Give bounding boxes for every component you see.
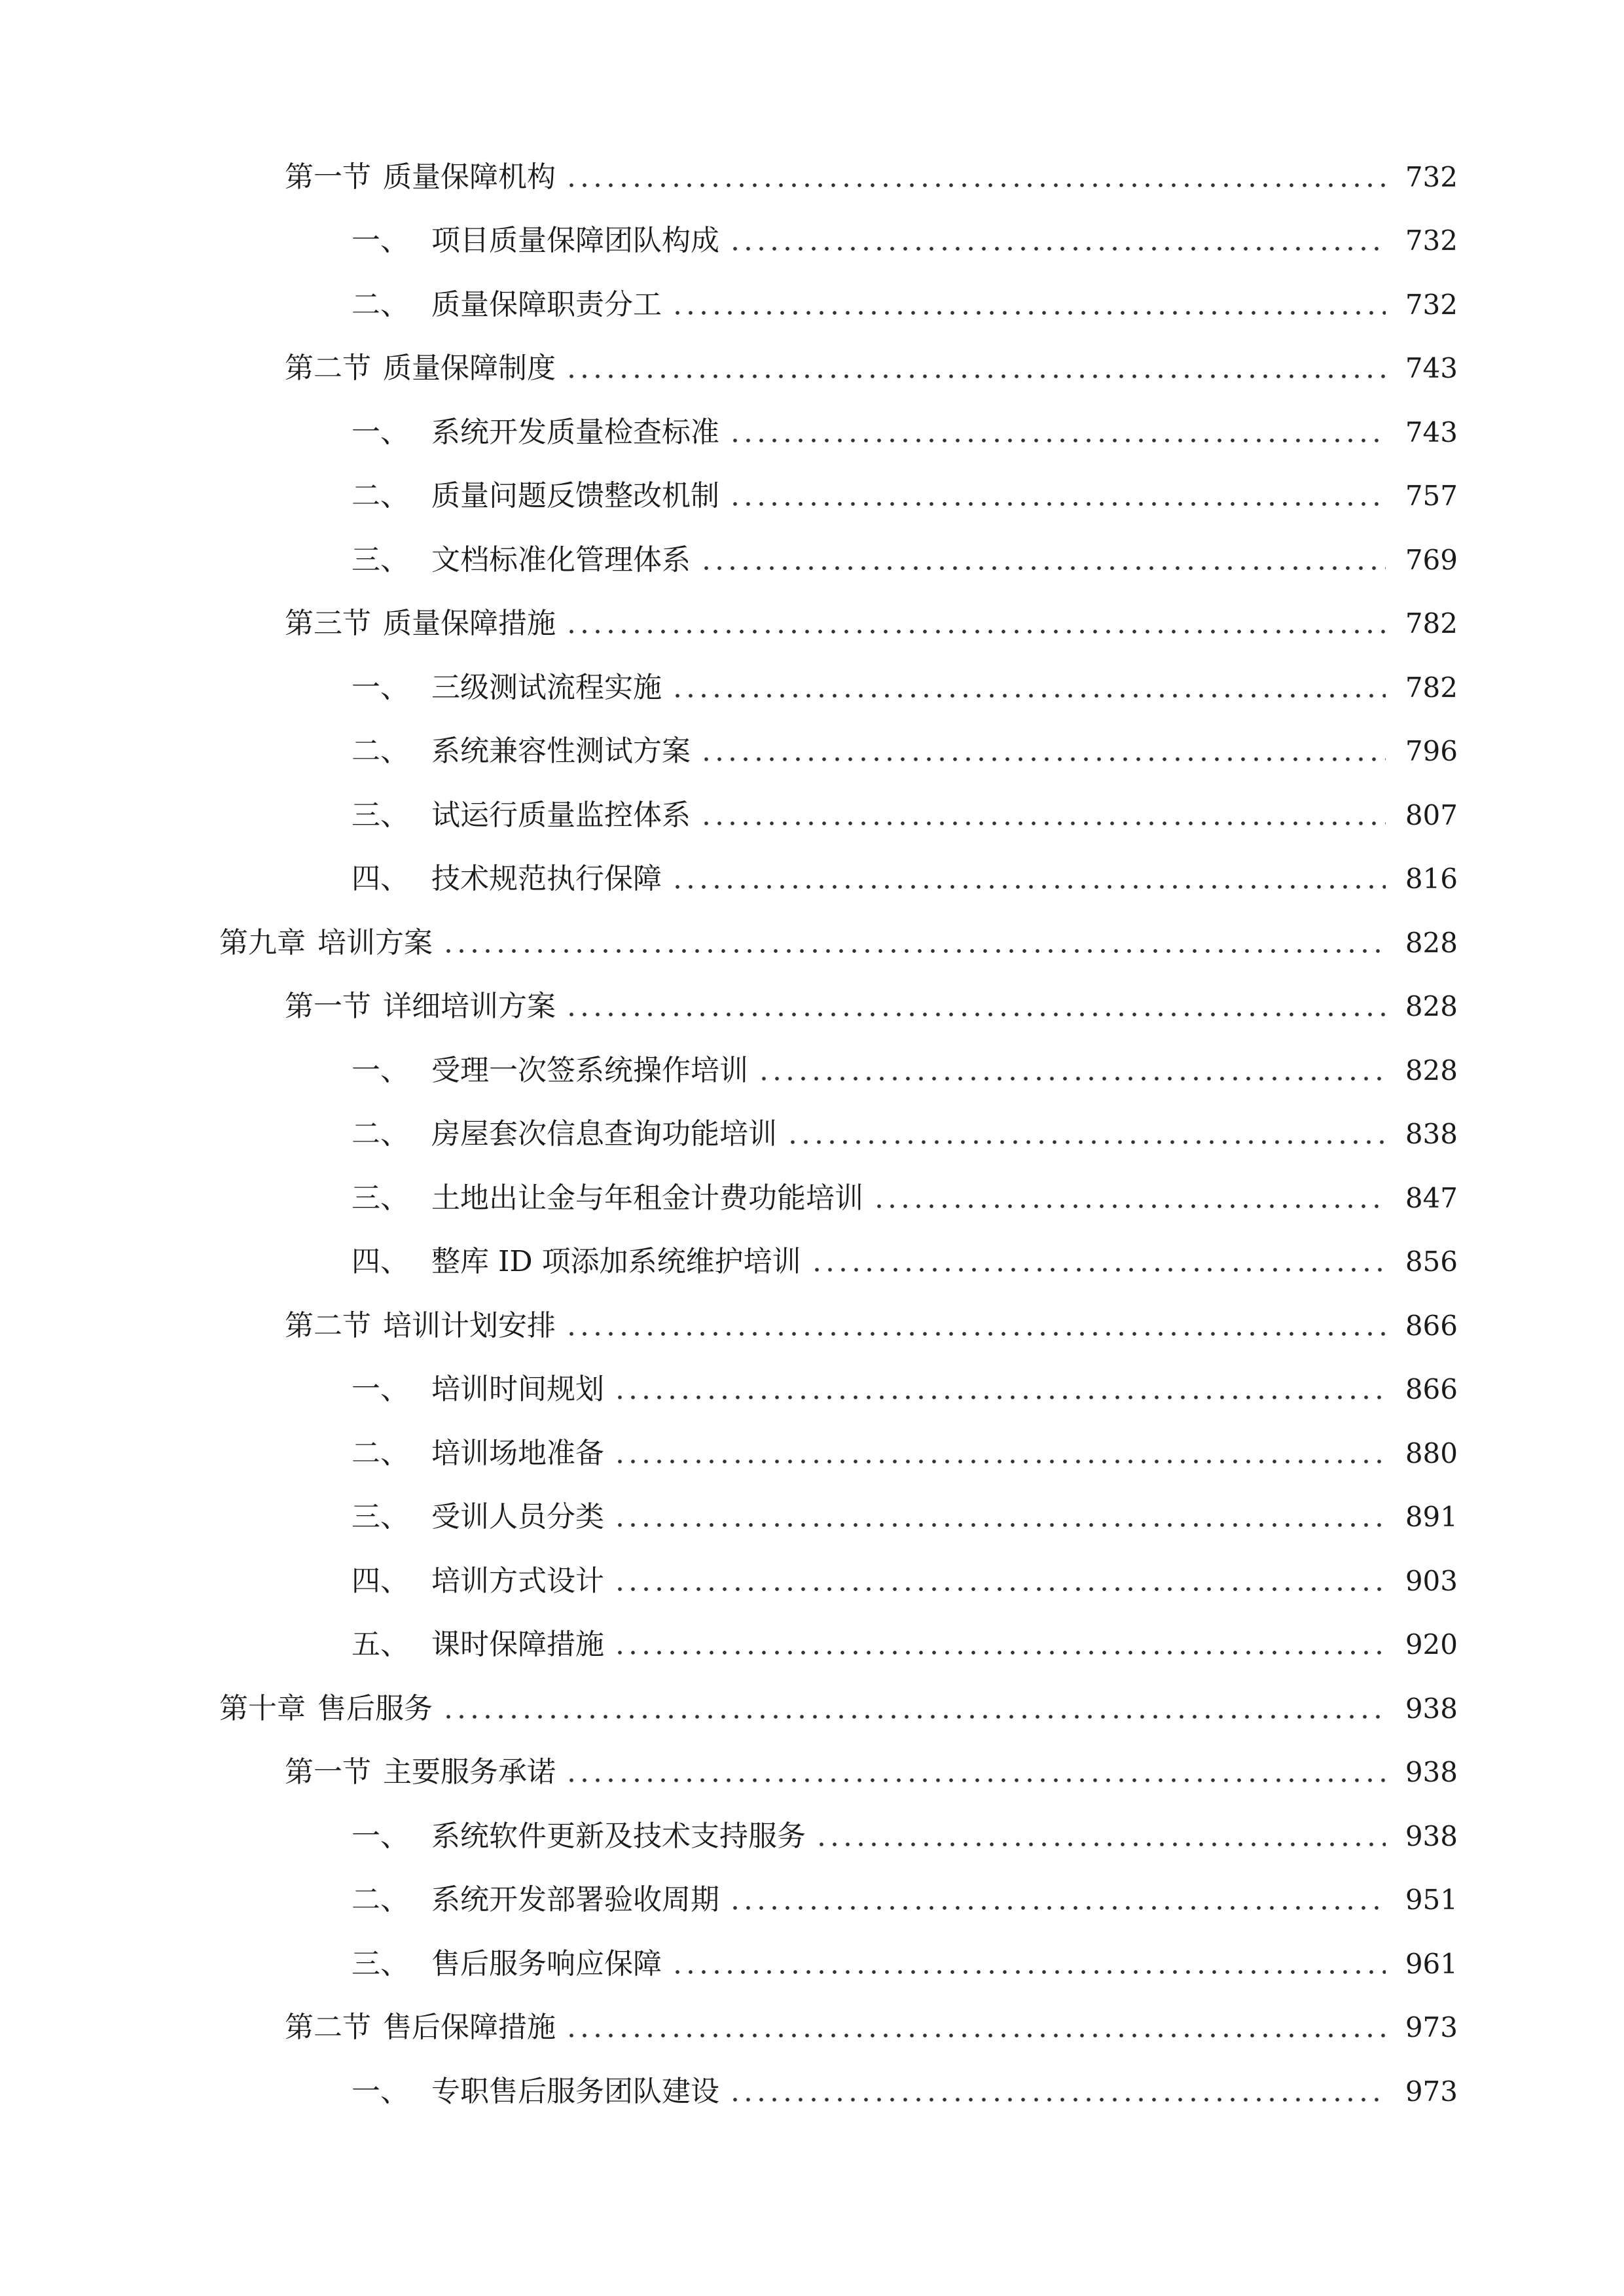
toc-entry-label	[352, 1819, 806, 1853]
toc-entry-title: 技术规范执行保障	[431, 862, 662, 896]
toc-entry-page-number: 891	[1405, 1501, 1458, 1534]
toc-entry-number: 一、	[352, 670, 409, 704]
toc-entry-number: 第一节	[285, 1755, 371, 1789]
toc-entry-number: 三、	[352, 1181, 409, 1215]
toc-entry-number: 一、	[352, 415, 409, 449]
dot-leader	[613, 1587, 1386, 1591]
toc-entry-page-number: 938	[1405, 1692, 1458, 1725]
toc-entry-number: 第二节	[285, 1308, 371, 1342]
toc-entry[interactable]	[0, 1741, 1624, 1805]
toc-entry-page-number: 866	[1405, 1373, 1458, 1406]
toc-entry-number: 一、	[352, 2074, 409, 2108]
toc-entry[interactable]	[0, 1103, 1624, 1167]
dot-leader	[613, 1523, 1386, 1527]
toc-entry[interactable]	[0, 465, 1624, 529]
toc-entry-page-number: 951	[1405, 1884, 1458, 1916]
toc-entry[interactable]	[0, 401, 1624, 465]
toc-entry-label	[352, 734, 691, 768]
toc-entry-page-number: 807	[1405, 798, 1458, 831]
toc-entry-title: 培训方式设计	[431, 1564, 604, 1598]
toc-entry-title: 受理一次签系统操作培训	[431, 1053, 748, 1087]
dot-leader	[810, 1268, 1386, 1272]
toc-entry-number: 一、	[352, 224, 409, 258]
toc-entry[interactable]	[0, 975, 1624, 1039]
toc-entry-page-number: 973	[1405, 2075, 1458, 2108]
toc-entry-number: 第二节	[285, 351, 371, 386]
toc-entry-label	[352, 479, 719, 513]
toc-entry-label	[352, 1053, 748, 1087]
toc-entry-title: 课时保障措施	[431, 1628, 604, 1662]
toc-entry[interactable]	[0, 1422, 1624, 1486]
toc-entry[interactable]	[0, 911, 1624, 975]
toc-entry[interactable]	[0, 1932, 1624, 1996]
toc-entry-title: 质量保障措施	[383, 607, 556, 641]
toc-entry[interactable]	[0, 1996, 1624, 2060]
toc-entry-number: 第三节	[285, 607, 371, 641]
toc-entry-page-number: 796	[1405, 735, 1458, 768]
dot-leader	[671, 885, 1386, 889]
toc-entry-label	[219, 1691, 433, 1725]
dot-leader	[671, 1970, 1386, 1974]
dot-leader	[700, 821, 1386, 825]
toc-entry-label	[352, 1117, 777, 1151]
toc-entry-page-number: 973	[1405, 2011, 1458, 2044]
toc-entry-title: 质量问题反馈整改机制	[431, 479, 719, 513]
toc-entry-page-number: 866	[1405, 1309, 1458, 1342]
toc-entry-page-number: 757	[1405, 480, 1458, 512]
toc-entry-label	[352, 1946, 662, 1981]
toc-entry-label	[285, 607, 556, 641]
toc-entry-label	[352, 1564, 604, 1598]
toc-entry-page-number: 938	[1405, 1820, 1458, 1852]
toc-entry[interactable]	[0, 1804, 1624, 1869]
toc-entry-page-number: 856	[1405, 1246, 1458, 1278]
toc-entry-title: 系统开发部署验收周期	[431, 1883, 719, 1917]
dot-leader	[613, 1460, 1386, 1463]
dot-leader	[565, 630, 1386, 634]
toc-entry-page-number: 782	[1405, 607, 1458, 640]
toc-entry-title: 系统开发质量检查标准	[431, 415, 719, 449]
toc-entry-title: 专职售后服务团队建设	[431, 2074, 719, 2108]
toc-entry-number: 二、	[352, 1883, 409, 1917]
toc-entry-number: 五、	[352, 1628, 409, 1662]
toc-entry-page-number: 769	[1405, 543, 1458, 576]
dot-leader	[700, 566, 1386, 570]
toc-entry-title: 土地出让金与年租金计费功能培训	[431, 1181, 863, 1215]
toc-entry[interactable]	[0, 337, 1624, 401]
toc-entry-label	[285, 2011, 556, 2045]
toc-entry-page-number: 732	[1405, 224, 1458, 257]
toc-entry[interactable]	[0, 720, 1624, 784]
toc-entry-label	[352, 1436, 604, 1470]
toc-entry-number: 一、	[352, 1053, 409, 1087]
toc-entry-number: 三、	[352, 1946, 409, 1981]
toc-entry-number: 二、	[352, 1117, 409, 1151]
toc-entry[interactable]	[0, 528, 1624, 592]
toc-entry-number: 四、	[352, 862, 409, 896]
dot-leader	[565, 2034, 1386, 2037]
dot-leader	[700, 757, 1386, 761]
toc-entry-title: 售后服务	[317, 1691, 433, 1725]
toc-entry-label	[352, 1245, 801, 1279]
toc-entry-title: 整库 ID 项添加系统维护培训	[431, 1245, 801, 1279]
toc-entry-number: 三、	[352, 798, 409, 832]
dot-leader	[565, 1013, 1386, 1016]
toc-entry-number: 三、	[352, 543, 409, 577]
dot-leader	[815, 1842, 1386, 1846]
dot-leader	[729, 2098, 1386, 2102]
toc-entry-number: 一、	[352, 1372, 409, 1407]
dot-leader	[613, 1395, 1386, 1399]
toc-entry[interactable]	[0, 1294, 1624, 1358]
toc-entry-title: 详细培训方案	[383, 990, 556, 1024]
toc-entry-title: 售后保障措施	[383, 2011, 556, 2045]
dot-leader	[613, 1651, 1386, 1655]
toc-entry-page-number: 920	[1405, 1628, 1458, 1661]
dot-leader	[729, 247, 1386, 251]
dot-leader	[786, 1140, 1386, 1144]
toc-entry-page-number: 938	[1405, 1756, 1458, 1789]
toc-entry-number: 三、	[352, 1500, 409, 1534]
toc-entry-number: 四、	[352, 1245, 409, 1279]
dot-leader	[565, 1332, 1386, 1336]
toc-entry-title: 培训时间规划	[431, 1372, 604, 1407]
toc-entry-number: 一、	[352, 1819, 409, 1853]
toc-entry-number: 二、	[352, 734, 409, 768]
toc-entry-number: 四、	[352, 1564, 409, 1598]
toc-entry-title: 售后服务响应保障	[431, 1946, 662, 1981]
toc-entry[interactable]	[0, 145, 1624, 209]
toc-entry[interactable]	[0, 1613, 1624, 1677]
toc-entry-number: 第九章	[219, 925, 306, 960]
toc-entry-label	[352, 1372, 604, 1407]
toc-entry-label	[352, 798, 691, 832]
toc-entry-label	[352, 1628, 604, 1662]
toc-entry-title: 试运行质量监控体系	[431, 798, 691, 832]
toc-entry-page-number: 880	[1405, 1437, 1458, 1469]
toc-entry-number: 第十章	[219, 1691, 306, 1725]
toc-entry-label	[285, 990, 556, 1024]
toc-entry-title: 培训方案	[317, 925, 433, 960]
dot-leader	[729, 1906, 1386, 1910]
toc-entry-number: 二、	[352, 287, 409, 321]
toc-entry-label	[352, 1500, 604, 1534]
toc-entry-title: 培训计划安排	[383, 1308, 556, 1342]
dot-leader	[442, 1715, 1386, 1719]
toc-entry-title: 三级测试流程实施	[431, 670, 662, 704]
dot-leader	[442, 949, 1386, 953]
toc-entry-title: 房屋套次信息查询功能培训	[431, 1117, 777, 1151]
dot-leader	[565, 183, 1386, 187]
dot-leader	[671, 311, 1386, 315]
dot-leader	[729, 439, 1386, 442]
toc-entry[interactable]	[0, 1869, 1624, 1933]
toc-entry[interactable]	[0, 1486, 1624, 1550]
toc-entry-page-number: 828	[1405, 990, 1458, 1023]
toc-entry[interactable]	[0, 209, 1624, 274]
toc-entry-page-number: 961	[1405, 1947, 1458, 1980]
toc-entry-label	[352, 287, 662, 321]
toc-entry-label	[352, 415, 719, 449]
toc-entry[interactable]	[0, 592, 1624, 656]
dot-leader	[729, 502, 1386, 506]
toc-entry-label	[352, 1181, 863, 1215]
toc-entry[interactable]	[0, 848, 1624, 912]
dot-leader	[757, 1077, 1386, 1081]
dot-leader	[565, 1778, 1386, 1782]
toc-entry-page-number: 816	[1405, 863, 1458, 895]
toc-entry-title: 培训场地准备	[431, 1436, 604, 1470]
toc-entry-page-number: 903	[1405, 1564, 1458, 1597]
toc-entry-title: 项目质量保障团队构成	[431, 224, 719, 258]
toc-entry-page-number: 847	[1405, 1181, 1458, 1214]
toc-entry-page-number: 732	[1405, 288, 1458, 321]
toc-entry-title: 文档标准化管理体系	[431, 543, 691, 577]
toc-entry-label	[352, 862, 662, 896]
toc-entry-page-number: 743	[1405, 352, 1458, 385]
dot-leader	[873, 1204, 1386, 1208]
toc-entry[interactable]	[0, 273, 1624, 337]
toc-entry[interactable]	[0, 1039, 1624, 1103]
table-of-contents	[0, 145, 1624, 2124]
toc-entry-label	[285, 160, 556, 194]
toc-entry-title: 质量保障制度	[383, 351, 556, 386]
toc-entry-label	[285, 351, 556, 386]
toc-entry-title: 主要服务承诺	[383, 1755, 556, 1789]
toc-entry-label	[352, 670, 662, 704]
toc-entry-title: 质量保障机构	[383, 160, 556, 194]
toc-entry-number: 二、	[352, 1436, 409, 1470]
toc-entry[interactable]	[0, 1549, 1624, 1613]
toc-entry-number: 第二节	[285, 2011, 371, 2045]
toc-entry-label	[352, 2074, 719, 2108]
toc-entry-number: 第一节	[285, 990, 371, 1024]
toc-entry[interactable]	[0, 1358, 1624, 1422]
toc-entry[interactable]	[0, 1230, 1624, 1295]
toc-entry-title: 受训人员分类	[431, 1500, 604, 1534]
toc-entry[interactable]	[0, 783, 1624, 848]
toc-entry-label	[285, 1308, 556, 1342]
toc-entry-page-number: 732	[1405, 160, 1458, 193]
toc-entry-page-number: 828	[1405, 926, 1458, 959]
toc-entry-page-number: 743	[1405, 416, 1458, 448]
toc-entry-page-number: 838	[1405, 1118, 1458, 1151]
toc-entry-label	[285, 1755, 556, 1789]
toc-entry-page-number: 782	[1405, 671, 1458, 704]
toc-entry[interactable]	[0, 2060, 1624, 2124]
toc-entry-label	[352, 1883, 719, 1917]
toc-entry-label	[352, 224, 719, 258]
toc-entry-label	[352, 543, 691, 577]
dot-leader	[565, 374, 1386, 378]
toc-entry-title: 系统软件更新及技术支持服务	[431, 1819, 806, 1853]
toc-entry-page-number: 828	[1405, 1054, 1458, 1086]
toc-entry-number: 第一节	[285, 160, 371, 194]
toc-entry[interactable]	[0, 656, 1624, 720]
toc-entry-title: 系统兼容性测试方案	[431, 734, 691, 768]
toc-entry-number: 二、	[352, 479, 409, 513]
toc-entry-label	[219, 925, 433, 960]
toc-entry-title: 质量保障职责分工	[431, 287, 662, 321]
dot-leader	[671, 694, 1386, 698]
toc-entry[interactable]	[0, 1677, 1624, 1741]
toc-entry[interactable]	[0, 1166, 1624, 1230]
